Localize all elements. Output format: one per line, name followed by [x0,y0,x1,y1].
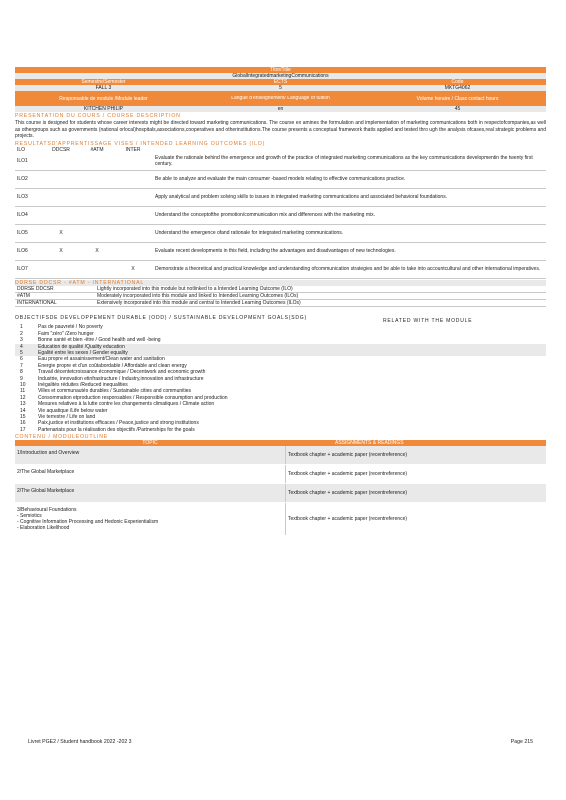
sdg-header-row [15,315,546,324]
sdg-list [15,324,546,433]
sdg-number: 15 [20,414,26,421]
contents-table [15,446,546,536]
ilo-row [15,225,546,243]
legend-heading: DDRSE DDCSR - #ATM - INTERNATIONAL [15,280,546,286]
sdg-number: 12 [20,394,26,401]
outline-row [15,465,546,484]
ilo-description: Understand the conceptofthe promotion/communication mix and differences with the marketing mix. [155,212,376,219]
header-labels-row-2 [15,91,546,106]
sdg-text: Vie terrestre / Life on land [38,414,96,421]
sdg-text: Faim "zéro" /Zero hunger [38,330,94,337]
ects-label: ECTS [273,79,288,85]
ects-value: 5 [279,85,282,91]
sdg-number: 4 [20,343,23,350]
sdg-text: Villes et communautés durables / Sustainable cities and communities [38,388,192,395]
topic-col-header: TOPIC [142,440,158,447]
ddcsr-col-header: DDCSR [52,146,70,153]
sdg-number: 16 [20,420,26,427]
header-values-row-2 [15,106,546,112]
sdg-item [15,427,546,433]
course-title: GlobalIntegratedmarketingCommunications [232,73,329,79]
legend-row [15,300,546,307]
sdg-number: 5 [20,350,23,357]
ilo-id: ILO3 [17,194,28,201]
ilo-description: Evaluate the rationale behind the emergence and growth of the practice of integrated marketing communications as the key communications developmentin the twenty first century. [155,155,533,168]
ilo-heading: RESULTATSD'APPRENTISSAGE VISES / INTENDED LEARNING OUTCOMES (ILO) [15,140,266,147]
ilo-row [15,189,546,207]
ilo-id: ILO1 [17,158,28,165]
outline-topic [15,465,285,483]
sdg-text: Pas de pauvreté / No poverty [38,324,103,331]
ilo-id: ILO7 [17,266,28,273]
language-value: en [277,106,284,112]
outline-subtopic: - Elaboration Likelihood [17,525,70,532]
sdg-text: Eau propre et assainissement/Clean water and sanitation [38,356,165,363]
header-values-row [15,85,546,91]
ilo-row [15,153,546,171]
language-label: Langue d'enseignement/ Language of tuition [231,95,330,101]
ilo-row [15,207,546,225]
sdg-number: 3 [20,337,23,344]
leader-label: Responsable de module /Module leader [59,95,148,102]
sdg-text: Inégalités réduites /Reduced inequalities [38,382,128,389]
legend-key: #ATM [17,292,30,299]
presentation-heading: PRESENTATION DU COURS / COURSE DESCRIPTION [15,113,181,119]
legend-text: Lightly incorporated into this module but notlinked to a Intended Learning Outcome (ILO) [97,285,293,292]
sdg-number: 14 [20,407,26,414]
atm-mark: X [95,248,99,255]
outline-topic-title: 1/Introduction and Overview [17,450,80,457]
ddcsr-mark: X [59,248,63,255]
sdg-text: Industrie, innovation etinfrastructure / Industry,innovation and infrastructure [38,375,204,382]
legend-key: INTERNATIONAL [17,300,57,307]
sdg-number: 2 [20,330,23,337]
ilo-id: ILO6 [17,248,28,255]
legend-row [15,293,546,300]
ilo-description: Demonstrate a theoretical and practical knowledge and understanding ofcommunication strategies and be able to take into accountcultural and other international imperatives. [155,266,541,273]
sdg-text: Mesures relatives à la lutte contre les changements climatiques / Climate action [38,401,215,408]
code-label: Code [451,79,464,85]
ilo-id: ILO2 [17,176,28,183]
sdg-heading: OBJECTIFSDE DEVELOPPEMENT DURABLE (ODD) / SUSTAINABLE DEVELOPMENT GOALS(SDG) [15,315,307,322]
ddcsr-mark: X [59,230,63,237]
leader-value: KITCHEN PHILIP [83,106,124,112]
ilo-row [15,171,546,189]
legend-key: DDRSE DDCSR [17,285,54,292]
contents-heading: CONTENU / MODULEOUTLINE [15,434,109,441]
sdg-number: 17 [20,426,26,433]
legend-text: Moderately incorporated into this module and linked to Intended Learning Outcomes (ILOs) [97,292,299,299]
outline-row [15,503,546,536]
outline-topic-title: 3/Behavioural Foundations [17,507,77,514]
outline-assignment: Textbook chapter + academic paper (recentreference) [285,465,546,483]
legend-text: Extensively incorporated into this module and central to Intended Learning Outcomes (ILOs) [97,300,301,307]
footer-page-number: Page 215 [510,739,533,745]
outline-topic [15,446,285,464]
inter-col-header: INTER [125,146,141,153]
sdg-number: 11 [20,388,26,395]
ilo-header-row [15,147,546,153]
ilo-col-header: ILO [17,146,26,153]
title-label: Titre/Title [270,67,291,73]
outline-assignment: Textbook chapter + academic paper (recentreference) [285,446,546,464]
outline-row [15,484,546,503]
sdg-text: Energie propre et d'un coûtabordable / Affordable and clean energy [38,362,187,369]
outline-topic-title: 2/The Global Marketplace [17,488,75,495]
sdg-text: Travail décentetcroissance économique / Decentwork and economic growth [38,369,206,376]
sdg-text: Education de qualité /Quality education [38,343,125,350]
sdg-related-label: RELATED WITH THE MODULE [383,318,473,325]
ilo-description: Be able to analyze and evaluate the main consumer -based models relating to effective communications practice. [155,176,406,183]
sdg-text: Consommation etproduction responsables / Responsible consumption and production [38,394,228,401]
sdg-number: 8 [20,369,23,376]
page-footer [28,739,533,745]
code-value: MKTG4062 [444,85,471,91]
sdg-text: Paix,justice et institutions efficaces / Peace,justice and strong institutions [38,420,199,427]
outline-topic [15,503,285,535]
outline-topic [15,484,285,502]
sdg-text: Bonne santé et bien -être / Good health and well -being [38,337,161,344]
sdg-text: Egalité entre les sexes / Gender equality [38,350,128,357]
ilo-description: Evaluate recent developments in this field, including the advantages and disadvantages of new technologies. [155,248,396,255]
hours-label: Volume horaire / Class contact hours [416,95,499,102]
semester-label: Semestre/Semester [81,79,126,85]
ilo-description: Understand the emergence ofand rationale for integrated marketing communications. [155,230,344,237]
semester-value: FALL 3 [95,85,112,91]
sdg-text: Partenariats pour la réalisation des objectifs /Partnerships for the goals [38,426,195,433]
sdg-number: 6 [20,356,23,363]
atm-col-header: #ATM [90,146,104,153]
sdg-number: 13 [20,401,26,408]
legend-row [15,286,546,293]
ilo-id: ILO4 [17,212,28,219]
sdg-number: 9 [20,375,23,382]
sdg-text: Vie aquatique /Life below water [38,407,108,414]
outline-assignment: Textbook chapter + academic paper (recentreference) [285,503,546,535]
ilo-table [15,153,546,279]
inter-mark: X [131,266,135,273]
ilo-description: Apply analytical and problem solving skills to issues in integrated marketing communications and associated behavioral foundations. [155,194,448,201]
outline-row [15,446,546,465]
outline-assignment: Textbook chapter + academic paper (recentreference) [285,484,546,502]
outline-subtopic: - Cognitive Information Processing and Hedonic Experientialism [17,519,159,526]
ilo-row [15,243,546,261]
ilo-row [15,261,546,279]
course-sheet [15,67,546,536]
ilo-id: ILO5 [17,230,28,237]
sdg-number: 7 [20,362,23,369]
sdg-number: 10 [20,382,26,389]
legend-table [15,286,546,308]
presentation-text: This course is designed for students whose career interests might be directed toward marketing communications. The course ex amines the formulation and implementation of marketing communications both in respectofcompanies,as well as othergroups such as governments (national orlocal)hospitals,associations,cooperatives and otherinstitutions.The course presents a conceptual framework thatis applied and tested thro ugh the analysis ofcases,real strategic problems and projects. [15,120,546,140]
sdg-number: 1 [20,324,23,331]
outline-subtopic: - Semiotics [17,513,42,520]
footer-handbook: Livret PGE2 / Student handbook 2022 -202 3 [28,739,132,745]
assign-col-header: ASSIGNMENTS & READINGS [335,440,404,447]
hours-value: 45 [454,106,461,112]
outline-topic-title: 2/The Global Marketplace [17,469,75,476]
